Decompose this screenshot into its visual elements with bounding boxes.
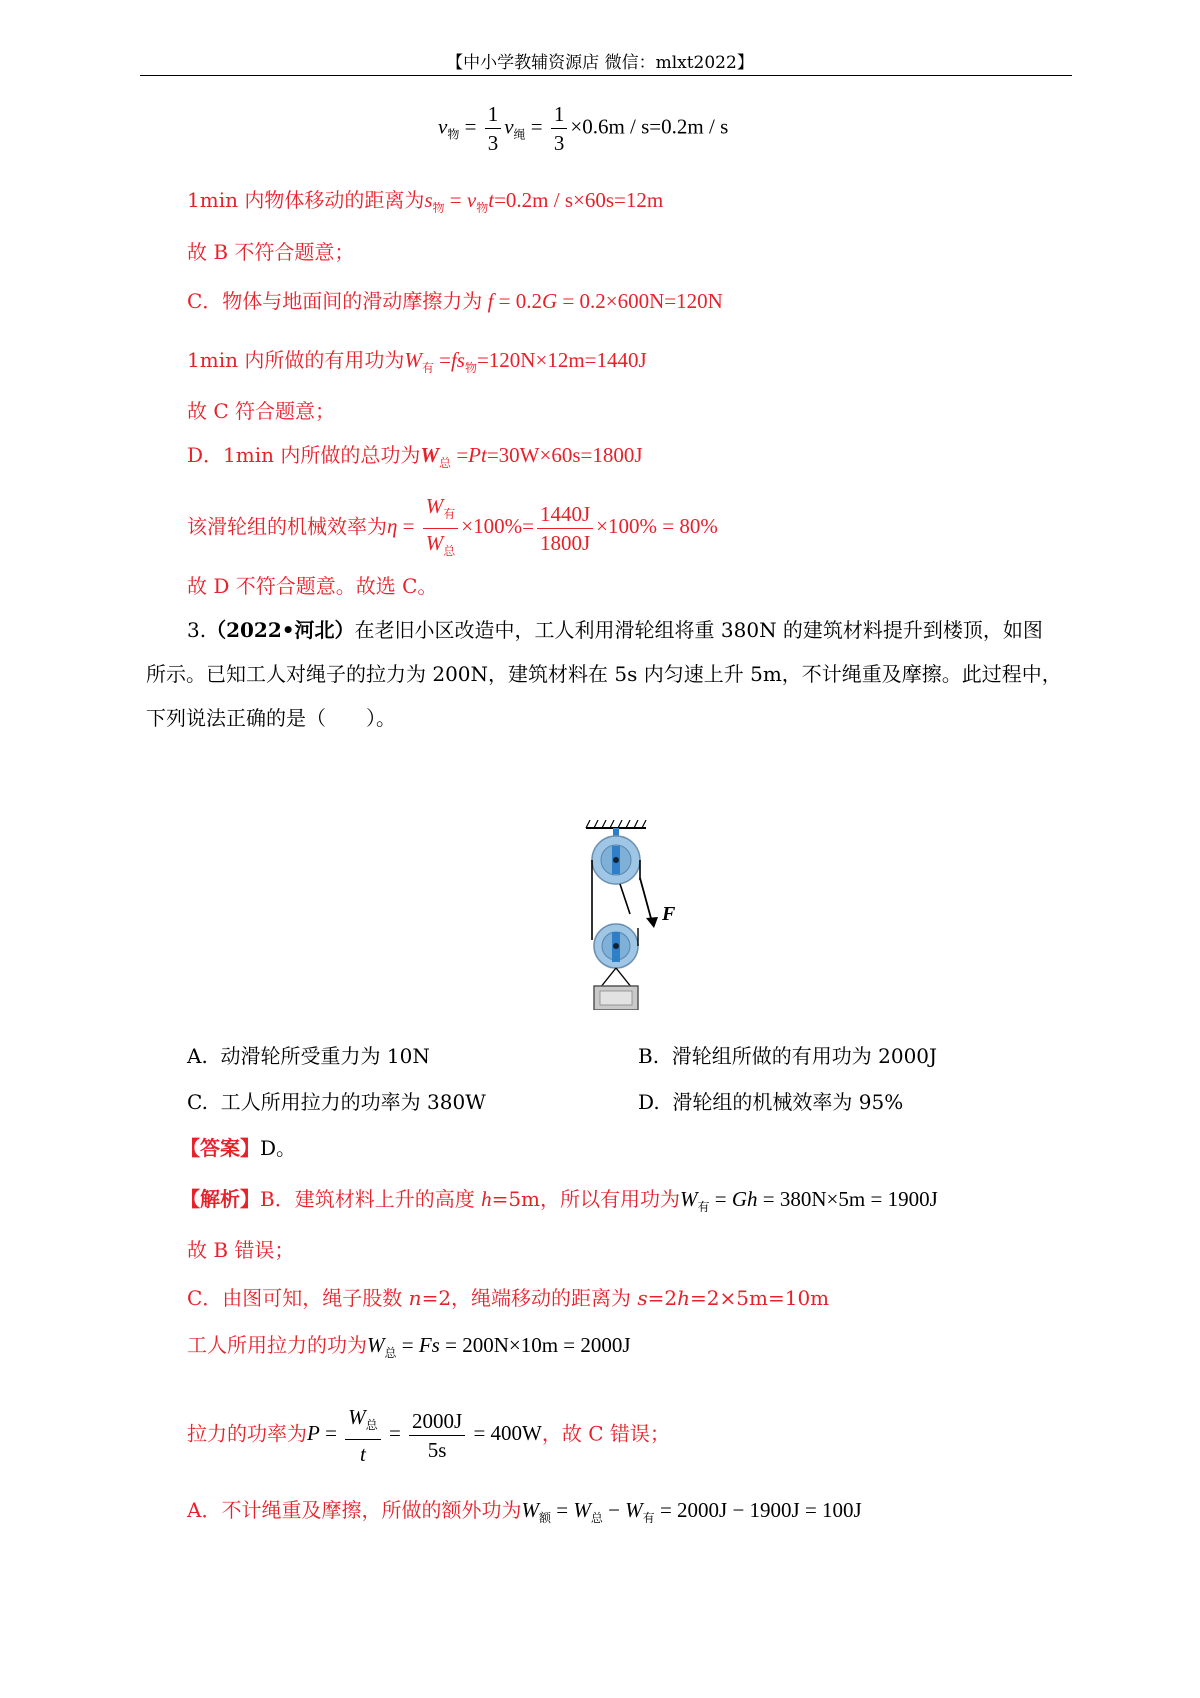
math-sub: 总 [365, 1418, 378, 1432]
math-symbol: W [573, 1498, 591, 1522]
math-sub: 总 [590, 1511, 603, 1525]
denominator [423, 529, 459, 565]
d-total-work-line [187, 441, 643, 477]
distance-line [187, 186, 663, 222]
math-symbol: n [408, 1286, 422, 1310]
math-symbol: Fs [418, 1333, 440, 1357]
text: 工人所用拉力的功为 [187, 1333, 367, 1357]
force-label: F [662, 903, 676, 925]
math-text: =30W×60s=1800J [486, 443, 643, 467]
work-line [187, 1331, 631, 1367]
math-symbol: G [542, 289, 558, 313]
math-text: ×0.6m / s=0.2m / s [570, 114, 729, 139]
math-op: = [383, 1421, 407, 1446]
math-symbol: η [387, 514, 398, 539]
answer-value: D。 [260, 1136, 297, 1160]
option-text: 动滑轮所受重力为 10N [220, 1044, 430, 1068]
math-text: = 2000J − 1900J = 100J [654, 1498, 862, 1522]
option-text: 滑轮组所做的有用功为 2000J [671, 1044, 938, 1068]
option-label: B. [638, 1044, 660, 1068]
math-op: − [602, 1498, 626, 1522]
math-symbol: h [481, 1187, 492, 1211]
text: D．1min 内所做的总功为 [187, 443, 421, 467]
text: B．建筑材料上升的高度 [260, 1187, 482, 1211]
numerator: 1440J [537, 500, 593, 529]
math-text: =120N×12m=1440J [476, 348, 647, 372]
math-symbol: W [367, 1333, 385, 1357]
math-symbol: W [348, 1405, 366, 1429]
text: =2 [647, 1286, 678, 1310]
math-sub: 物 [464, 361, 477, 375]
math-op: = [530, 114, 543, 139]
math-symbol: Gh [731, 1187, 758, 1211]
math-symbol: s [637, 1286, 648, 1310]
q3-line1 [187, 616, 1043, 644]
math-op: = [444, 188, 467, 212]
math-sub: 有 [697, 1200, 710, 1214]
d-conclusion: 故 D 不符合题意。故选 C。 [187, 574, 438, 598]
text: =2×5m=10m [690, 1286, 830, 1310]
analysis-tag: 【解析】 [180, 1187, 260, 1211]
math-op: = [709, 1187, 732, 1211]
text: 拉力的功率为 [187, 1421, 307, 1446]
math-symbol: P [307, 1421, 320, 1446]
denominator: 1800J [539, 531, 591, 555]
numerator: 2000J [409, 1407, 465, 1436]
text: C．由图可知，绳子股数 [187, 1286, 409, 1310]
math-text: = 0.2×600N=120N [557, 289, 723, 313]
c-conclusion: 故 C 符合题意； [187, 399, 336, 423]
math-sub: 有 [642, 1511, 655, 1525]
option-label: A. [187, 1044, 208, 1068]
text: 1min 内物体移动的距离为 [187, 188, 425, 212]
numerator [423, 492, 459, 529]
math-symbol: W [404, 348, 422, 372]
math-sub: 有 [421, 361, 434, 375]
text: 1min 内所做的有用功为 [187, 348, 405, 372]
math-sub: 有 [443, 507, 456, 521]
fraction [551, 100, 568, 157]
math-sub: 总 [439, 456, 452, 470]
denominator: 3 [553, 131, 565, 155]
text: 在老旧小区改造中，工人利用滑轮组将重 380N 的建筑材料提升到楼顶，如图 [354, 618, 1043, 642]
math-op: = [464, 114, 477, 139]
math-sub: 总 [384, 1346, 397, 1360]
text: C．物体与地面间的滑动摩擦力为 [187, 289, 483, 313]
math-symbol: f [487, 289, 494, 313]
numerator: 1 [485, 100, 502, 129]
fraction [423, 492, 459, 565]
math-symbol: h [677, 1286, 691, 1310]
math-symbol: W [521, 1498, 539, 1522]
analysis-b-line [180, 1185, 938, 1221]
math-symbol: v [438, 114, 448, 139]
text: =2，绳端移动的距离为 [421, 1286, 638, 1310]
math-symbol: v [504, 114, 514, 139]
math-symbol: W [425, 531, 444, 555]
math-text: = 400W [468, 1421, 542, 1446]
answer-tag: 【答案】 [180, 1136, 260, 1160]
math-symbol: Pt [468, 443, 487, 467]
math-sub: 总 [443, 544, 456, 558]
numerator [345, 1403, 381, 1440]
math-text: = 200N×10m = 2000J [439, 1333, 631, 1357]
denominator: 5s [427, 1438, 447, 1462]
numerator: 1 [551, 100, 568, 129]
fraction [409, 1407, 465, 1464]
math-text: =0.2m / s×60s=12m [494, 188, 664, 212]
b-conclusion: 故 B 不符合题意； [187, 240, 355, 264]
math-symbol: W [420, 443, 440, 467]
useful-work-line [187, 346, 647, 382]
speed-equation [438, 100, 728, 157]
question-source: （2022•河北） [206, 618, 355, 642]
math-sub: 物 [476, 201, 489, 215]
math-symbol: s [424, 188, 433, 212]
math-sub: 额 [538, 1511, 551, 1525]
fraction [537, 500, 593, 557]
option-a [187, 1040, 430, 1069]
denominator: t [360, 1442, 366, 1466]
fraction [485, 100, 502, 157]
c-analysis-line [187, 1284, 829, 1312]
math-text: = 0.2 [493, 289, 542, 313]
math-text: ×100%= [461, 514, 534, 539]
math-symbol: W [425, 494, 444, 518]
math-symbol: v [466, 188, 477, 212]
q3-line3: 下列说法正确的是（ ）。 [146, 706, 396, 730]
denominator: 3 [487, 131, 499, 155]
option-c [187, 1086, 486, 1115]
text: 该滑轮组的机械效率为 [187, 514, 387, 539]
option-text: 滑轮组的机械效率为 95% [672, 1090, 904, 1114]
math-op: = [396, 1333, 419, 1357]
math-symbol: fs [450, 348, 465, 372]
option-text: 工人所用拉力的功率为 380W [220, 1090, 486, 1114]
option-b [638, 1040, 937, 1069]
math-op: = [433, 348, 451, 372]
math-op: = [451, 443, 469, 467]
header-rule [140, 75, 1072, 76]
b-wrong: 故 B 错误； [187, 1238, 295, 1262]
math-sub: 绳 [513, 127, 526, 142]
text: ，故 C 错误； [541, 1421, 670, 1446]
a-extra-work-line [187, 1496, 862, 1532]
math-op: = [550, 1498, 574, 1522]
math-op: = [319, 1421, 343, 1446]
math-symbol: W [625, 1498, 643, 1522]
math-sub: 物 [447, 127, 460, 142]
question-number: 3. [187, 618, 207, 642]
q3-line2: 所示。已知工人对绳子的拉力为 200N，建筑材料在 5s 内匀速上升 5m，不计绳重及摩擦。此过程中， [146, 662, 1062, 686]
option-d [638, 1086, 903, 1115]
c-friction-line [187, 287, 723, 315]
math-text: = 380N×5m = 1900J [757, 1187, 938, 1211]
fraction [345, 1403, 381, 1468]
text: A．不计绳重及摩擦，所做的额外功为 [187, 1498, 522, 1522]
answer-line [180, 1134, 296, 1162]
efficiency-line [187, 492, 718, 565]
pulley-figure [570, 820, 690, 1010]
option-label: D. [638, 1090, 660, 1114]
page-header: 【中小学教辅资源店 微信：mlxt2022】 [446, 53, 754, 73]
power-line [187, 1403, 670, 1468]
option-label: C. [187, 1090, 208, 1114]
math-sub: 物 [432, 201, 445, 215]
math-symbol: t [488, 188, 495, 212]
math-symbol: W [680, 1187, 698, 1211]
math-op: = [397, 514, 420, 539]
math-text: ×100% = 80% [596, 514, 718, 539]
text: =5m，所以有用功为 [491, 1187, 681, 1211]
